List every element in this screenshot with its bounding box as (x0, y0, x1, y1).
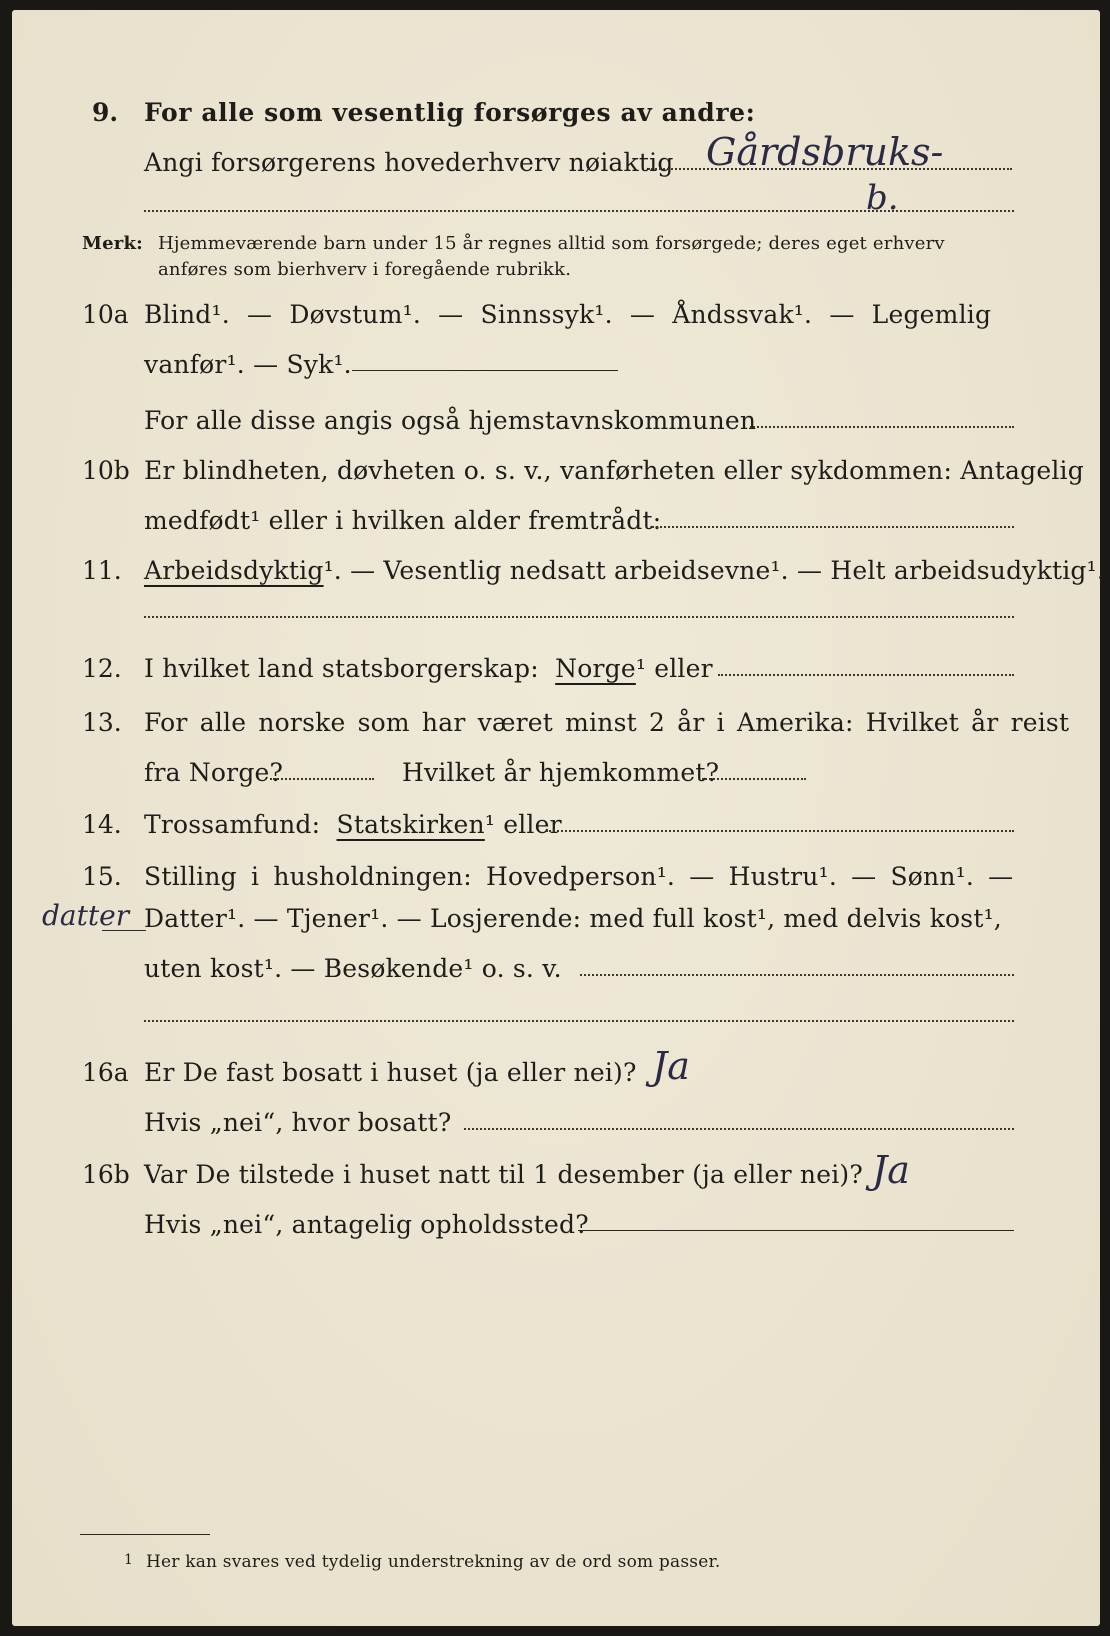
q13-line-2b: Hvilket år hjemkommet? (402, 758, 720, 787)
q10b-answer-line[interactable] (652, 526, 1014, 528)
q13-number: 13. (82, 708, 122, 737)
q15-line-2: Datter¹. — Tjener¹. — Losjerende: med full kost¹, med delvis kost¹, (144, 904, 1002, 933)
q14-line (144, 810, 562, 840)
q15-answer-line[interactable] (580, 974, 1014, 976)
footnote-mark: 1 (124, 1552, 134, 1568)
q15-line-3: uten kost¹. — Besøkende¹ o. s. v. (144, 954, 562, 983)
q10a-number: 10a (82, 300, 129, 329)
q10b-line-2: medfødt¹ eller i hvilken alder fremtrådt: (144, 506, 662, 535)
q10a-line-3: For alle disse angis også hjemstavnskommunen (144, 406, 757, 435)
merk-line-1: Hjemmeværende barn under 15 år regnes alltid som forsørgede; deres eget erhverv (158, 233, 945, 254)
q14-answer-line[interactable] (546, 830, 1014, 832)
q10a-answer-line[interactable] (352, 370, 618, 371)
q11-answer-line[interactable] (144, 616, 1014, 618)
merk-line-2: anføres som bierhverv i foregående rubrikk. (158, 259, 572, 280)
q16b-number: 16b (82, 1160, 130, 1189)
q11-number: 11. (82, 556, 122, 585)
q16b-answer-handwritten: Ja (872, 1148, 910, 1192)
q12-post: ¹ eller (635, 654, 713, 683)
q16a-number: 16a (82, 1058, 129, 1087)
q9-line: Angi forsørgerens hovederhverv nøiaktig (144, 148, 674, 177)
q13-hjemkommet-line[interactable] (702, 778, 806, 780)
q9-number: 9. (92, 98, 119, 127)
q16a-line-2: Hvis „nei“, hvor bosatt? (144, 1108, 452, 1137)
q10b-line-1: Er blindheten, døvheten o. s. v., vanførheten eller sykdommen: Antagelig (144, 456, 1084, 485)
q16a-answer-handwritten: Ja (652, 1044, 690, 1088)
q10b-number: 10b (82, 456, 130, 485)
q12-pre: I hvilket land statsborgerskap: (144, 654, 539, 683)
q15-number: 15. (82, 862, 122, 891)
q10a-line-2: vanfør¹. — Syk¹. (144, 350, 352, 379)
q10a-hjemstavn-line[interactable] (750, 426, 1014, 428)
q11-rest: ¹. — Vesentlig nedsatt arbeidsevne¹. — Helt arbeidsudyktig¹. (323, 556, 1105, 585)
q14-underlined-answer: Statskirken (336, 810, 485, 839)
footnote-rule (80, 1534, 210, 1535)
footnote-text: Her kan svares ved tydelig understrekning av de ord som passer. (146, 1552, 721, 1572)
q14-number: 14. (82, 810, 122, 839)
census-form-page (12, 10, 1105, 1626)
q16a-bosatt-line[interactable] (464, 1128, 1014, 1130)
q11-underlined-answer: Arbeidsdyktig (144, 556, 324, 585)
q10a-line-1: Blind¹. — Døvstum¹. — Sinnssyk¹. — Åndssvak¹. — Legemlig (144, 300, 992, 329)
q16b-opholdssted-line[interactable] (578, 1230, 1014, 1231)
q14-post: ¹ eller (484, 810, 562, 839)
q16b-line-1: Var De tilstede i huset natt til 1 desember (ja eller nei)? (144, 1160, 863, 1189)
q9-title: For alle som vesentlig forsørges av andre: (144, 98, 756, 127)
q13-line-2a: fra Norge? (144, 758, 284, 787)
q15-handwritten-answer: datter (42, 899, 130, 932)
q16b-line-2: Hvis „nei“, antagelig opholdssted? (144, 1210, 589, 1239)
q12-answer-line[interactable] (718, 674, 1014, 676)
q15-answer-line-2[interactable] (144, 1020, 1014, 1022)
q14-pre: Trossamfund: (144, 810, 321, 839)
q9-answer-handwritten-2: b. (866, 178, 899, 218)
q12-underlined-answer: Norge (555, 654, 636, 683)
q12-number: 12. (82, 654, 122, 683)
q9-answer-handwritten: Gårdsbruks- (706, 130, 944, 174)
q15-line-1: Stilling i husholdningen: Hovedperson¹. — Hustru¹. — Sønn¹. — (144, 862, 1014, 891)
q12-line (144, 654, 713, 684)
q13-line-1: For alle norske som har været minst 2 år i Amerika: Hvilket år reist (144, 708, 1070, 737)
q11-line (144, 556, 1105, 586)
q13-reist-line[interactable] (270, 778, 374, 780)
merk-label: Merk: (82, 233, 143, 254)
q15-handwritten-underline (102, 930, 146, 931)
q16a-line-1: Er De fast bosatt i huset (ja eller nei)? (144, 1058, 637, 1087)
